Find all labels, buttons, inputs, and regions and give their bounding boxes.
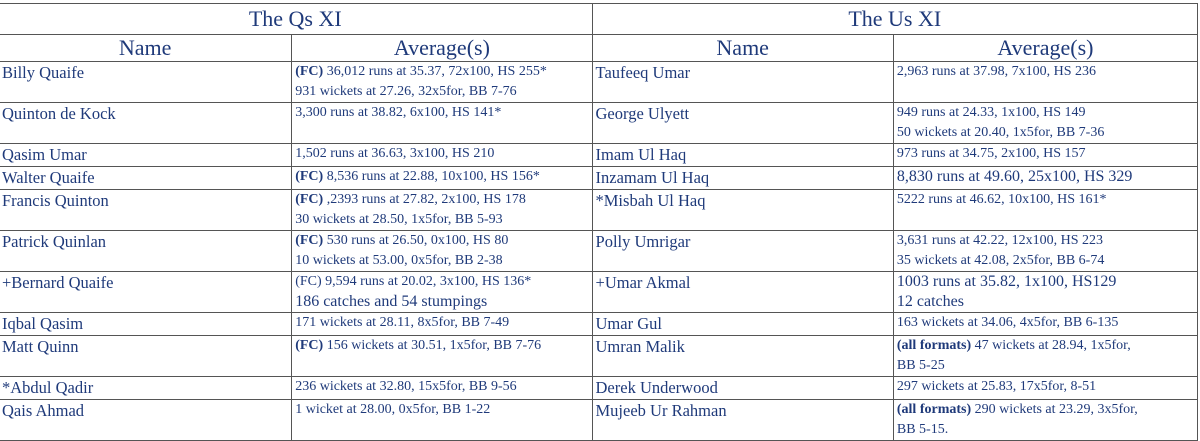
table-row — [0, 313, 1198, 336]
q-player-average — [292, 103, 592, 144]
u-player-name: George Ulyett — [592, 103, 893, 144]
average-line — [295, 144, 588, 164]
table-body — [0, 62, 1198, 441]
average-line — [295, 62, 588, 82]
average-text: BB 5-15. — [896, 422, 949, 437]
u-player-average — [893, 400, 1197, 441]
format-tag: (FC) — [295, 64, 324, 79]
u-player-average — [893, 167, 1197, 190]
q-player-average — [292, 400, 592, 441]
average-line — [295, 190, 588, 210]
average-text: 47 wickets at 28.94, 1x5for, — [971, 338, 1131, 353]
table-row — [0, 144, 1198, 167]
u-player-name: Mujeeb Ur Rahman — [592, 400, 893, 441]
q-player-name: Iqbal Qasim — [0, 313, 292, 336]
q-player-name: Francis Quinton — [0, 190, 292, 231]
average-text: 931 wickets at 27.26, 32x5for, BB 7-76 — [295, 84, 517, 99]
average-text: 171 wickets at 28.11, 8x5for, BB 7-49 — [295, 315, 510, 330]
average-text: 163 wickets at 34.06, 4x5for, BB 6-135 — [896, 315, 1119, 330]
format-tag: (all formats) — [896, 402, 972, 417]
u-player-average — [893, 313, 1197, 336]
average-line — [897, 144, 1194, 164]
average-text: 1 wicket at 28.00, 0x5for, BB 1-22 — [295, 402, 491, 417]
u-player-name: Umran Malik — [592, 336, 893, 377]
average-text: 2,963 runs at 37.98, 7x100, HS 236 — [896, 64, 1096, 79]
average-text: 50 wickets at 20.40, 1x5for, BB 7-36 — [896, 125, 1105, 140]
average-text: 186 catches and 54 stumpings — [295, 293, 488, 310]
u-player-average — [893, 377, 1197, 400]
average-line — [897, 167, 1194, 187]
format-tag: (FC) — [295, 338, 324, 353]
q-player-average — [292, 167, 592, 190]
average-line — [295, 231, 588, 251]
format-tag: (FC) — [295, 169, 324, 184]
average-text: (FC) 9,594 runs at 20.02, 3x100, HS 136* — [295, 274, 532, 289]
q-player-average — [292, 231, 592, 272]
q-player-average — [292, 336, 592, 377]
average-text: 156 wickets at 30.51, 1x5for, BB 7-76 — [323, 338, 542, 353]
average-line — [897, 103, 1194, 123]
q-player-name: Billy Quaife — [0, 62, 292, 103]
table-row — [0, 336, 1198, 377]
right-average-header: Average(s) — [893, 35, 1197, 62]
average-line — [897, 62, 1194, 82]
average-text: 10 wickets at 53.00, 0x5for, BB 2-38 — [295, 253, 503, 268]
average-line — [295, 251, 588, 271]
format-tag: (all formats) — [896, 338, 972, 353]
average-text: 3,300 runs at 38.82, 6x100, HS 141* — [295, 105, 502, 120]
u-player-average — [893, 272, 1197, 313]
average-text: 1,502 runs at 36.63, 3x100, HS 210 — [295, 146, 495, 161]
u-player-name: *Misbah Ul Haq — [592, 190, 893, 231]
average-line — [897, 336, 1194, 356]
table-row — [0, 62, 1198, 103]
u-player-name: Inzamam Ul Haq — [592, 167, 893, 190]
average-text: 236 wickets at 32.80, 15x5for, BB 9-56 — [295, 379, 517, 394]
u-player-name: Derek Underwood — [592, 377, 893, 400]
average-line — [897, 251, 1194, 271]
q-player-name: Patrick Quinlan — [0, 231, 292, 272]
table-row — [0, 190, 1198, 231]
average-text: BB 5-25 — [896, 358, 945, 373]
average-line — [295, 292, 588, 312]
average-line — [897, 190, 1194, 210]
average-line — [897, 313, 1194, 333]
average-line — [897, 231, 1194, 251]
q-player-name: Walter Quaife — [0, 167, 292, 190]
u-player-name: Polly Umrigar — [592, 231, 893, 272]
average-line — [897, 400, 1194, 420]
u-player-average — [893, 336, 1197, 377]
q-player-name: +Bernard Quaife — [0, 272, 292, 313]
average-line — [897, 356, 1194, 376]
table-row — [0, 377, 1198, 400]
average-text: 5222 runs at 46.62, 10x100, HS 161* — [896, 192, 1107, 207]
left-average-header: Average(s) — [292, 35, 592, 62]
average-line — [897, 292, 1194, 312]
table-row — [0, 231, 1198, 272]
average-text: 949 runs at 24.33, 1x100, HS 149 — [896, 105, 1086, 120]
u-player-average — [893, 144, 1197, 167]
average-line — [897, 272, 1194, 292]
left-name-header: Name — [0, 35, 292, 62]
u-player-name: Taufeeq Umar — [592, 62, 893, 103]
average-text: 30 wickets at 28.50, 1x5for, BB 5-93 — [295, 212, 503, 227]
table-row — [0, 272, 1198, 313]
average-line — [295, 103, 588, 123]
average-text: 290 wickets at 23.29, 3x5for, — [971, 402, 1138, 417]
q-player-name: *Abdul Qadir — [0, 377, 292, 400]
q-player-average — [292, 190, 592, 231]
q-player-average — [292, 272, 592, 313]
average-text: 1003 runs at 35.82, 1x100, HS129 — [896, 273, 1117, 290]
average-text: 12 catches — [896, 293, 964, 310]
average-text: 3,631 runs at 42.22, 12x100, HS 223 — [896, 233, 1103, 248]
format-tag: (FC) — [295, 192, 324, 207]
average-line — [295, 336, 588, 356]
average-text: 35 wickets at 42.08, 2x5for, BB 6-74 — [896, 253, 1105, 268]
right-team-title: The Us XI — [592, 4, 1197, 35]
q-player-name: Qais Ahmad — [0, 400, 292, 441]
q-player-average — [292, 144, 592, 167]
comparison-table — [0, 3, 1198, 441]
average-line — [897, 420, 1194, 440]
average-text: 8,536 runs at 22.88, 10x100, HS 156* — [323, 169, 540, 184]
q-player-name: Quinton de Kock — [0, 103, 292, 144]
u-player-average — [893, 190, 1197, 231]
average-text: ,2393 runs at 27.82, 2x100, HS 178 — [323, 192, 526, 207]
u-player-average — [893, 103, 1197, 144]
q-player-name: Matt Quinn — [0, 336, 292, 377]
average-line — [295, 167, 588, 187]
u-player-name: +Umar Akmal — [592, 272, 893, 313]
average-text: 973 runs at 34.75, 2x100, HS 157 — [896, 146, 1086, 161]
u-player-name: Imam Ul Haq — [592, 144, 893, 167]
average-line — [897, 377, 1194, 397]
q-player-name: Qasim Umar — [0, 144, 292, 167]
u-player-name: Umar Gul — [592, 313, 893, 336]
table-row — [0, 400, 1198, 441]
q-player-average — [292, 62, 592, 103]
average-text: 36,012 runs at 35.37, 72x100, HS 255* — [323, 64, 547, 79]
average-line — [295, 82, 588, 102]
q-player-average — [292, 377, 592, 400]
average-line — [295, 313, 588, 333]
table-row — [0, 167, 1198, 190]
average-line — [897, 123, 1194, 143]
average-line — [295, 377, 588, 397]
average-text: 530 runs at 26.50, 0x100, HS 80 — [323, 233, 509, 248]
left-team-title: The Qs XI — [0, 4, 592, 35]
u-player-average — [893, 231, 1197, 272]
average-line — [295, 400, 588, 420]
table-row — [0, 103, 1198, 144]
average-line — [295, 272, 588, 292]
format-tag: (FC) — [295, 233, 324, 248]
q-player-average — [292, 313, 592, 336]
average-text: 8,830 runs at 49.60, 25x100, HS 329 — [896, 168, 1133, 185]
average-text: 297 wickets at 25.83, 17x5for, 8-51 — [896, 379, 1097, 394]
right-name-header: Name — [592, 35, 893, 62]
average-line — [295, 210, 588, 230]
u-player-average — [893, 62, 1197, 103]
